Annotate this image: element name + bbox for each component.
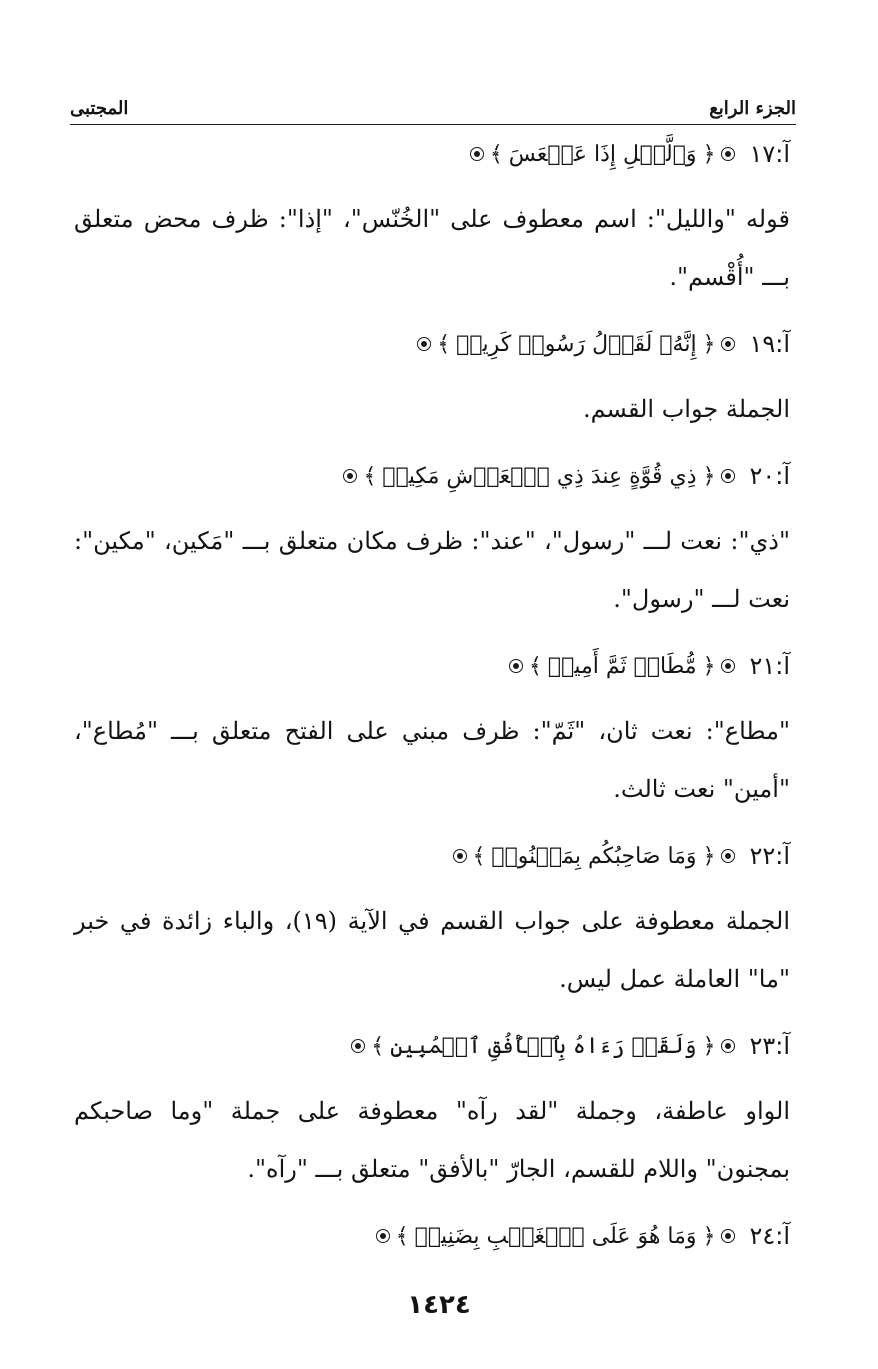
ornament-icon <box>721 469 735 483</box>
open-bracket: ﴿ <box>702 843 716 869</box>
quran-verse <box>351 1034 735 1059</box>
quran-verse <box>509 654 735 679</box>
verse-text: وَلَقَدۡ رَءَاهُ بِٱلۡأُفُقِ ٱلۡمُبِينِ <box>390 1033 697 1059</box>
close-bracket: ﴾ <box>489 141 503 167</box>
verse-text: وَٱلَّيۡلِ إِذَا عَسۡعَسَ <box>508 141 697 167</box>
close-bracket: ﴾ <box>472 843 486 869</box>
close-bracket: ﴾ <box>529 653 542 679</box>
open-bracket: ﴿ <box>702 141 716 167</box>
verse-reference: آ:٢١ <box>749 652 790 680</box>
header-book-title: المجتبى <box>70 98 129 119</box>
verse-text: إِنَّهُۥ لَقَوۡلُ رَسُولٖ كَرِيمٖ <box>456 331 697 357</box>
open-bracket: ﴿ <box>702 1223 716 1249</box>
explanation-paragraph: قوله "والليل": اسم معطوف على "الخُنّس"، "إذا": ظرف محض متعلق بـــ "أُقْسم". <box>74 205 790 291</box>
quran-verse <box>470 142 736 167</box>
verse-line <box>74 452 790 500</box>
verse-reference: آ:٢٣ <box>749 1032 790 1060</box>
page-content <box>74 130 790 1272</box>
explanation-paragraph: الجملة معطوفة على جواب القسم في الآية (١٩)، والباء زائدة في خبر "ما" العاملة عمل ليس. <box>74 907 790 993</box>
ornament-icon <box>721 1229 735 1243</box>
explanation-paragraph: الواو عاطفة، وجملة "لقد رآه" معطوفة على جملة "وما صاحبكم بمجنون" واللام للقسم، الجارّ "بالأفق" متعلق بـــ "رآه". <box>74 1097 790 1183</box>
ornament-icon <box>721 147 735 161</box>
ornament-icon <box>351 1039 365 1053</box>
verse-reference: آ:٢٤ <box>749 1222 790 1250</box>
verse-text: ذِي قُوَّةٍ عِندَ ذِي ٱلۡعَرۡشِ مَكِينٖ <box>382 463 697 489</box>
ornament-icon <box>721 337 735 351</box>
verse-line <box>74 832 790 880</box>
close-bracket: ﴾ <box>371 1033 385 1059</box>
quran-verse <box>343 464 735 489</box>
verse-text: وَمَا صَاحِبُكُم بِمَجۡنُونٖ <box>491 843 697 869</box>
verse-reference: آ:٢٢ <box>749 842 790 870</box>
verse-reference: آ:١٩ <box>749 330 790 358</box>
close-bracket: ﴾ <box>437 331 451 357</box>
verse-text: مُّطَاعٖ ثَمَّ أَمِينٖ <box>547 653 697 679</box>
explanation-paragraph: "مطاع": نعت ثان، "ثَمّ": ظرف مبني على الفتح متعلق بـــ "مُطاع"، "أمين" نعت ثالث. <box>74 717 791 803</box>
quran-verse <box>417 332 735 357</box>
verse-line <box>74 130 790 178</box>
open-bracket: ﴿ <box>702 653 716 679</box>
explanation-paragraph: الجملة جواب القسم. <box>582 395 790 423</box>
verse-line <box>74 320 790 368</box>
ornament-icon <box>721 1039 735 1053</box>
ornament-icon <box>721 849 735 863</box>
verse-reference: آ:١٧ <box>749 140 790 168</box>
verse-line <box>74 1212 790 1260</box>
open-bracket: ﴿ <box>702 1033 716 1059</box>
running-header <box>70 96 796 125</box>
close-bracket: ﴾ <box>395 1223 409 1249</box>
explanation-paragraph: "ذي": نعت لـــ "رسول"، "عند": ظرف مكان متعلق بـــ "مَكين، "مكين": نعت لـــ "رسول". <box>74 527 790 613</box>
page-number: ١٤٢٤ <box>407 1290 471 1320</box>
quran-verse <box>453 844 736 869</box>
quran-verse <box>376 1224 736 1249</box>
ornament-icon <box>470 147 484 161</box>
open-bracket: ﴿ <box>702 463 716 489</box>
open-bracket: ﴿ <box>702 331 716 357</box>
ornament-icon <box>453 849 467 863</box>
ornament-icon <box>343 469 357 483</box>
verse-reference: آ:٢٠ <box>749 462 790 490</box>
header-part-title: الجزء الرابع <box>709 98 796 119</box>
verse-line <box>74 642 790 690</box>
verse-line <box>74 1022 790 1070</box>
ornament-icon <box>721 659 735 673</box>
ornament-icon <box>509 659 523 673</box>
ornament-icon <box>376 1229 390 1243</box>
close-bracket: ﴾ <box>363 463 377 489</box>
ornament-icon <box>417 337 431 351</box>
verse-text: وَمَا هُوَ عَلَى ٱلۡغَيۡبِ بِضَنِينٖ <box>414 1223 697 1249</box>
